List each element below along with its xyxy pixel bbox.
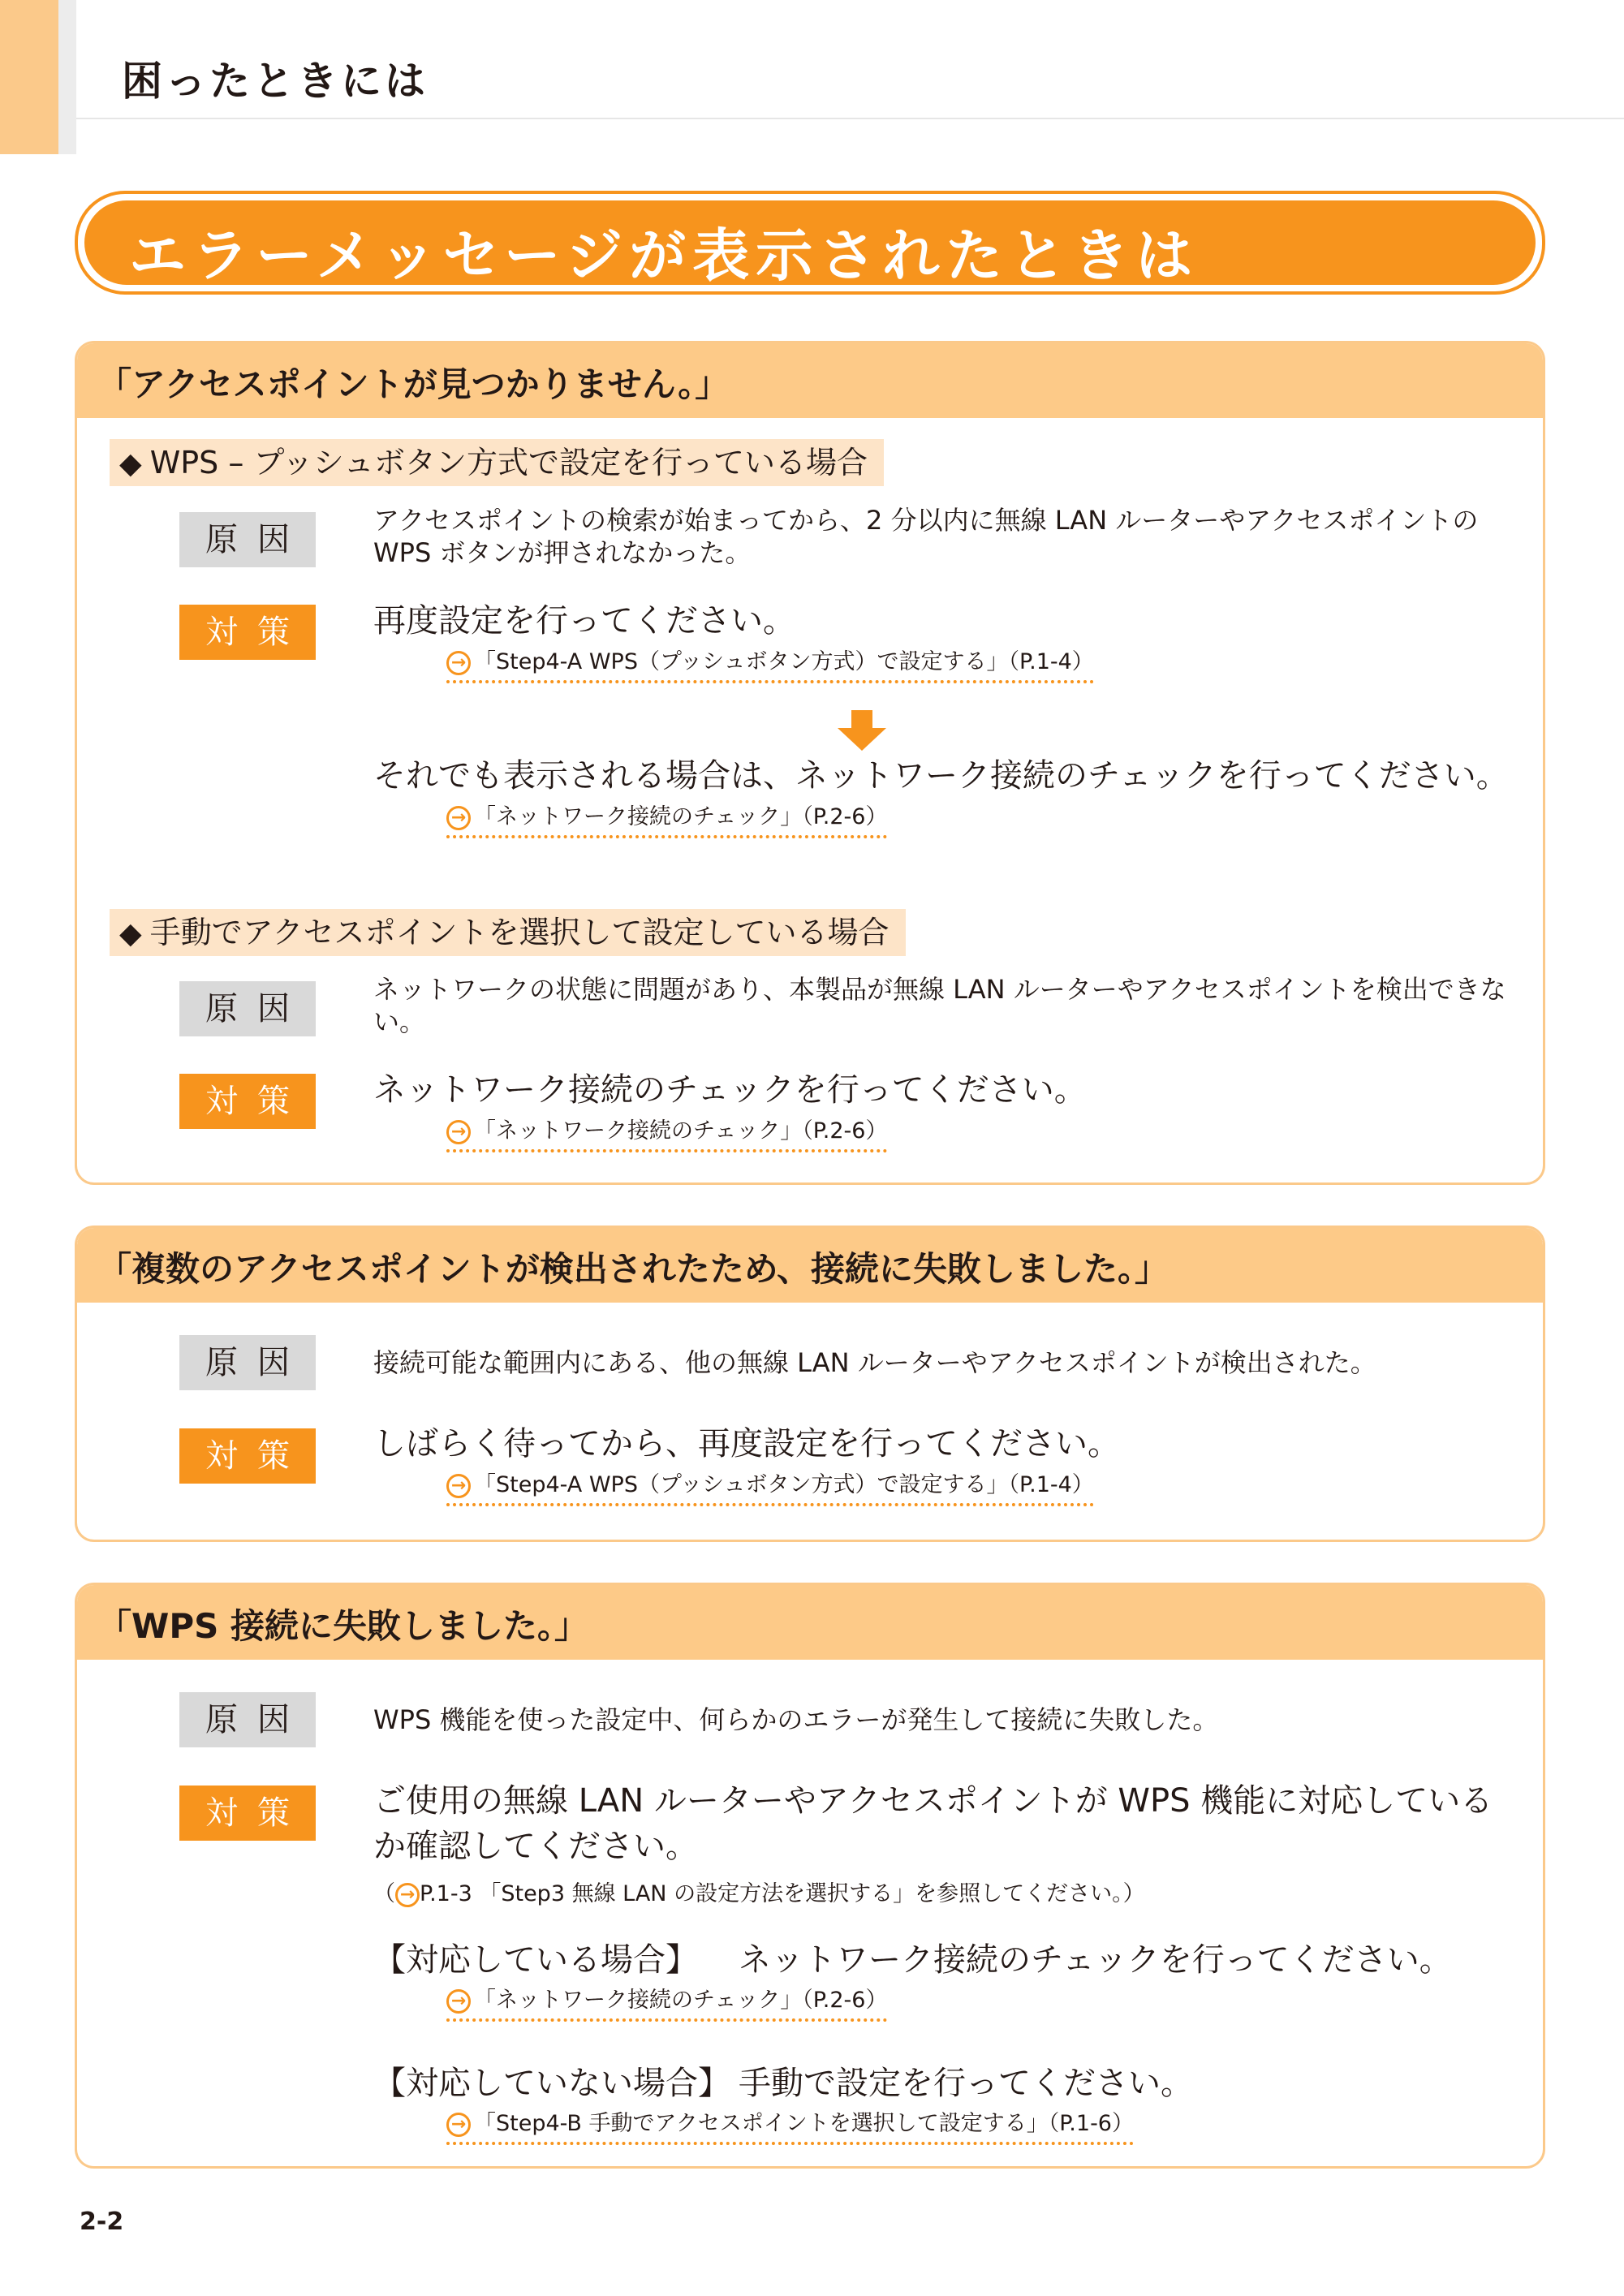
reference-link-text: 「ネットワーク接続のチェック」（P.2-6） (474, 1988, 888, 2013)
fix-badge: 対策 (179, 1074, 316, 1129)
banner-fill (84, 200, 1536, 289)
reference-link[interactable] (446, 2109, 1134, 2145)
arrow-right-circle-icon: → (395, 1883, 420, 1907)
arrow-right-circle-icon: → (446, 651, 471, 675)
section-title: 「複数のアクセスポイントが検出されたため、接続に失敗しました。」 (97, 1249, 1170, 1289)
reference-link[interactable] (446, 648, 1094, 683)
case-label: 【対応している場合】 (373, 1941, 698, 1979)
chapter-tab-shadow (58, 0, 76, 154)
reference-link-text: 「ネットワーク接続のチェック」（P.2-6） (474, 1118, 888, 1144)
reference-link[interactable] (446, 803, 887, 838)
cause-badge: 原因 (179, 1692, 316, 1747)
diamond-bullet-icon: ◆ (119, 917, 142, 950)
arrow-right-circle-icon: → (446, 806, 471, 830)
page-banner (75, 191, 1545, 295)
arrow-right-circle-icon: → (446, 2113, 471, 2137)
fix-badge: 対策 (179, 605, 316, 660)
cause-text: アクセスポイントの検索が始まってから、2 分以内に無線 LAN ルーターやアクセスポイントの WPS ボタンが押されなかった。 (373, 505, 1479, 568)
cause-text: WPS 機能を使った設定中、何らかのエラーが発生して接続に失敗した。 (373, 1704, 1219, 1735)
reference-link[interactable] (446, 1471, 1094, 1506)
case-supported (373, 1934, 1452, 1980)
note-text[interactable]: P.1-3 「Step3 無線 LAN の設定方法を選択する」を参照してください。） (420, 1881, 1145, 1906)
fix-text: ネットワーク接続のチェックを行ってください。 (373, 1071, 1087, 1109)
reference-note (373, 1876, 1145, 1907)
cause-text: ネットワークの状態に問題があり、本製品が無線 LAN ルーターやアクセスポイントを検出できない。 (373, 974, 1506, 1037)
fix-text: 再度設定を行ってください。 (373, 602, 795, 640)
down-arrow-icon (838, 728, 886, 751)
case-text: ネットワーク接続のチェックを行ってください。 (739, 1941, 1452, 1979)
header-divider (76, 118, 1624, 119)
section-title: 「アクセスポイントが見つかりません。」 (97, 364, 730, 404)
arrow-right-circle-icon: → (446, 1120, 471, 1144)
section-header (77, 343, 1543, 418)
cause-badge: 原因 (179, 981, 316, 1036)
cause-text: 接続可能な範囲内にある、他の無線 LAN ルーターやアクセスポイントが検出された。 (373, 1347, 1376, 1378)
fix-badge: 対策 (179, 1786, 316, 1841)
case-label: 【対応していない場合】 (373, 2065, 730, 2102)
note-open-paren: （ (373, 1881, 395, 1906)
reference-link-text: 「Step4-A WPS（プッシュボタン方式）で設定する」（P.1-4） (474, 649, 1094, 674)
reference-link[interactable] (446, 1117, 887, 1152)
arrow-right-circle-icon: → (446, 1989, 471, 2014)
reference-link-text: 「ネットワーク接続のチェック」（P.2-6） (474, 804, 888, 829)
arrow-right-circle-icon: → (446, 1474, 471, 1498)
fix-text: ご使用の無線 LAN ルーターやアクセスポイントが WPS 機能に対応しているか確認してください。 (373, 1782, 1493, 1865)
diamond-bullet-icon: ◆ (119, 447, 142, 480)
subsection-title: WPS – プッシュボタン方式で設定を行っている場合 (149, 445, 868, 480)
page-number: 2-2 (80, 2208, 124, 2236)
subsection-heading (110, 909, 906, 956)
reference-link-text: 「Step4-A WPS（プッシュボタン方式）で設定する」（P.1-4） (474, 1472, 1094, 1497)
case-text: 手動で設定を行ってください。 (739, 2065, 1193, 2102)
reference-link[interactable] (446, 1986, 887, 2022)
cause-badge: 原因 (179, 1335, 316, 1390)
fix-text: しばらく待ってから、再度設定を行ってください。 (373, 1425, 1120, 1462)
subsection-heading (110, 439, 884, 486)
fix-text-followup: それでも表示される場合は、ネットワーク接続のチェックを行ってください。 (373, 757, 1509, 795)
section-ap-not-found (75, 341, 1545, 1185)
banner-title: エラーメッセージが表示されたときは (129, 222, 1200, 289)
section-multiple-ap (75, 1226, 1545, 1542)
page-header-title: 困ったときには (122, 58, 429, 105)
subsection-title: 手動でアクセスポイントを選択して設定している場合 (149, 915, 890, 950)
chapter-tab (0, 0, 58, 154)
fix-badge: 対策 (179, 1428, 316, 1484)
case-unsupported (373, 2057, 1193, 2104)
section-wps-failed (75, 1583, 1545, 2169)
section-title: 「WPS 接続に失敗しました。」 (97, 1606, 588, 1646)
cause-badge: 原因 (179, 512, 316, 567)
section-header (77, 1228, 1543, 1303)
reference-link-text: 「Step4-B 手動でアクセスポイントを選択して設定する」（P.1-6） (474, 2111, 1134, 2136)
section-header (77, 1585, 1543, 1660)
